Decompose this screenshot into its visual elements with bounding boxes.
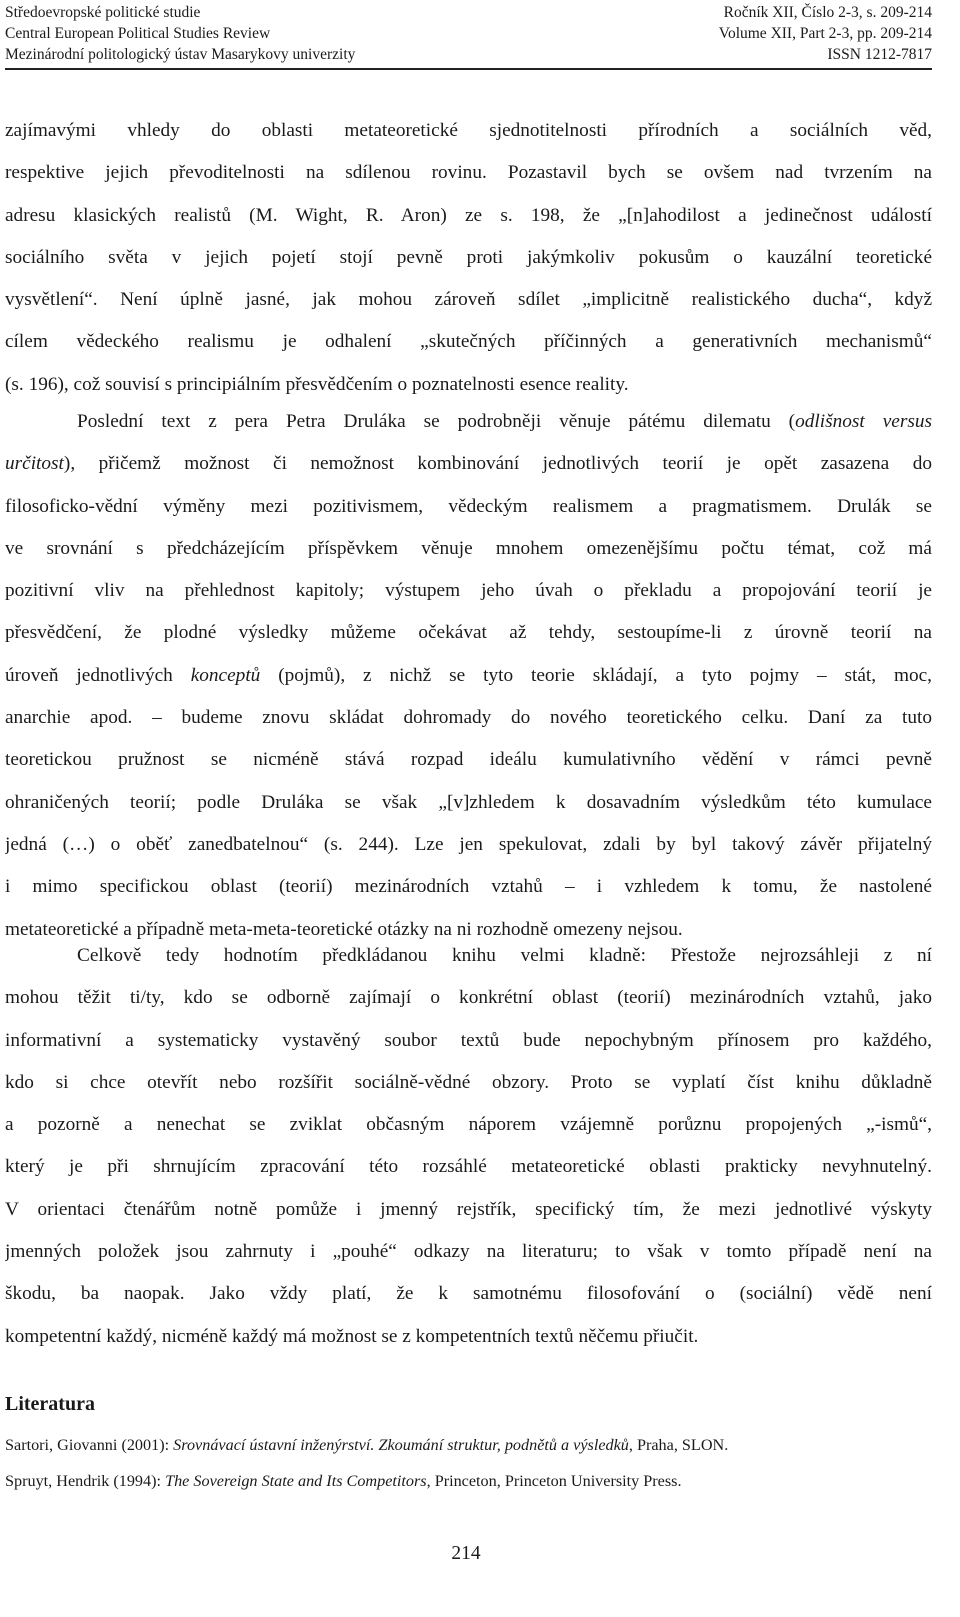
volume-cz: Ročník XII, Číslo 2-3, s. 209-214	[723, 4, 932, 21]
text-run: respektive jejich převoditelnosti na sdílenou rovinu. Pozastavil bych se ovšem nad tvrzením na	[5, 162, 932, 184]
italic-text: určitost	[5, 453, 64, 475]
text-line	[5, 739, 932, 781]
text-run: kdo si chce otevřít nebo rozšířit sociálně-vědné obzory. Proto se vyplatí číst knihu důkladně	[5, 1071, 932, 1093]
text-run: metateoretické a případně meta-meta-teoretické otázky na ni rozhodně omezeny nejsou.	[5, 918, 683, 940]
text-line	[5, 977, 932, 1019]
text-run: teoretickou pružnost se nicméně stává rozpad ideálu kumulativního vědění v rámci pevně	[5, 749, 932, 771]
text-line	[5, 1020, 932, 1062]
text-line	[5, 866, 932, 908]
page-number: 214	[451, 1543, 481, 1564]
text-line	[5, 528, 932, 570]
text-run: jmenných položek jsou zahrnuty i „pouhé“ odkazy na literaturu; to však v tomto případě není na	[5, 1241, 932, 1263]
text-run: úroveň jednotlivých	[5, 664, 191, 686]
text-run: ), přičemž možnost či nemožnost kombinování jednotlivých teorií je opět zasazena do	[63, 453, 932, 475]
text-line	[5, 401, 932, 443]
text-line	[5, 1189, 932, 1231]
text-line	[5, 152, 932, 194]
journal-name-cz: Středoevropské politické studie	[5, 4, 201, 21]
text-run: ve srovnání s předcházejícím příspěvkem věnuje mnohem omezenějšímu počtu témat, což má	[5, 537, 932, 559]
text-run: sociálního světa v jejich pojetí stojí pevně proti jakýmkoliv pokusům o kauzální teoretické	[5, 246, 932, 268]
text-line	[5, 110, 932, 152]
text-line	[5, 1273, 932, 1315]
paragraph-conclusion	[5, 935, 932, 1358]
text-line	[5, 655, 932, 697]
text-line	[5, 364, 932, 406]
italic-text: odlišnost versus	[795, 411, 932, 432]
reference-item	[5, 1472, 682, 1491]
text-line	[5, 443, 932, 485]
references-heading: Literatura	[5, 1393, 95, 1415]
volume-en: Volume XII, Part 2-3, pp. 209-214	[718, 25, 932, 42]
running-header	[5, 2, 932, 70]
volume-info	[719, 2, 932, 65]
text-line	[5, 697, 932, 739]
italic-text: konceptů	[190, 664, 261, 686]
text-run: zajímavými vhledy do oblasti metateoretické sjednotitelnosti přírodních a sociálních věd,	[5, 120, 932, 141]
italic-text: Srovnávací ústavní inženýrství. Zkoumání struktur, podnětů a výsledků	[173, 1436, 629, 1454]
text-run: Celkově tedy hodnotím předkládanou knihu velmi kladně: Přestože nejrozsáhleji z ní	[77, 945, 932, 966]
text-line	[5, 1062, 932, 1104]
text-run: , Praha, SLON.	[628, 1436, 729, 1454]
text-run: mohou těžit ti/ty, kdo se odborně zajímají o konkrétní oblast (teorií) mezinárodních vztahů, jako	[5, 987, 932, 1009]
text-run: , Princeton, Princeton University Press.	[426, 1472, 682, 1490]
text-line	[5, 1316, 932, 1358]
text-run: Spruyt, Hendrik (1994):	[5, 1472, 166, 1490]
text-run: jedná (…) o oběť zanedbatelnou“ (s. 244). Lze jen spekulovat, zdali by byl takový závěr přijatelný	[5, 833, 932, 855]
text-line	[5, 570, 932, 612]
text-run: V orientaci čtenářům notně pomůže i jmenný rejstřík, specifický tím, že mezi jednotlivé výskyty	[5, 1198, 932, 1220]
text-line	[5, 782, 932, 824]
text-run: který je při shrnujícím zpracování této rozsáhlé metateoretické oblasti prakticky nevyhnutelný.	[5, 1156, 932, 1178]
text-line	[5, 824, 932, 866]
text-line	[5, 279, 932, 321]
text-run: informativní a systematicky vystavěný soubor textů bude nepochybným přínosem pro každého,	[5, 1029, 932, 1051]
text-line	[5, 195, 932, 237]
text-run: Poslední text z pera Petra Druláka se podrobněji věnuje pátému dilematu (	[77, 411, 796, 432]
text-run: přesvědčení, že plodné výsledky můžeme očekávat až tehdy, sestoupíme-li z úrovně teorií na	[5, 622, 932, 644]
paragraph-continued	[5, 110, 932, 406]
text-line	[5, 612, 932, 654]
text-run: pozitivní vliv na přehlednost kapitoly; výstupem jeho úvah o překladu a propojování teorií je	[5, 580, 932, 602]
text-run: adresu klasických realistů (M. Wight, R. Aron) ze s. 198, že „[n]ahodilost a jedinečnost událostí	[5, 204, 932, 226]
text-run: ohraničených teorií; podle Druláka se však „[v]zhledem k dosavadním výsledkům této kumulace	[5, 791, 932, 813]
publisher: Mezinárodní politologický ústav Masarykovy univerzity	[5, 46, 356, 63]
text-run: filosoficko-vědní výměny mezi pozitivismem, vědeckým realismem a pragmatismem. Drulák se	[5, 495, 932, 517]
issn: ISSN 1212-7817	[827, 46, 932, 63]
journal-info	[5, 2, 355, 65]
text-line	[5, 1146, 932, 1188]
italic-text: The Sovereign State and Its Competitors	[165, 1472, 427, 1490]
text-line	[5, 486, 932, 528]
paragraph-drulak	[5, 401, 932, 951]
text-run: Sartori, Giovanni (2001):	[5, 1436, 174, 1454]
text-line	[5, 1231, 932, 1273]
text-run: i mimo specifickou oblast (teorií) mezinárodních vztahů – i vzhledem k tomu, že nastolené	[5, 876, 932, 898]
text-run: kompetentní každý, nicméně každý má možnost se z kompetentních textů něčemu přiučit.	[5, 1325, 699, 1347]
text-line	[5, 321, 932, 363]
text-run: vysvětlení“. Není úplně jasné, jak mohou zároveň sdílet „implicitně realistického ducha“, když	[5, 289, 932, 311]
text-run: (s. 196), což souvisí s principiálním přesvědčením o poznatelnosti esence reality.	[5, 373, 629, 395]
text-line	[5, 935, 932, 977]
text-run: a pozorně a nenechat se zviklat občasným náporem vzájemně porůznu propojených „-ismů“,	[5, 1114, 932, 1136]
text-run: škodu, ba naopak. Jako vždy platí, že k samotnému filosofování o (sociální) vědě není	[5, 1283, 932, 1305]
journal-name-en: Central European Political Studies Review	[5, 25, 271, 42]
text-run: (pojmů), z nichž se tyto teorie skládají, a tyto pojmy – stát, moc,	[260, 664, 932, 686]
reference-item	[5, 1436, 728, 1455]
text-run: anarchie apod. – budeme znovu skládat dohromady do nového teoretického celku. Daní za tuto	[5, 707, 932, 729]
text-line	[5, 237, 932, 279]
text-run: cílem vědeckého realismu je odhalení „skutečných příčinných a generativních mechanismů“	[5, 331, 932, 353]
text-line	[5, 1104, 932, 1146]
